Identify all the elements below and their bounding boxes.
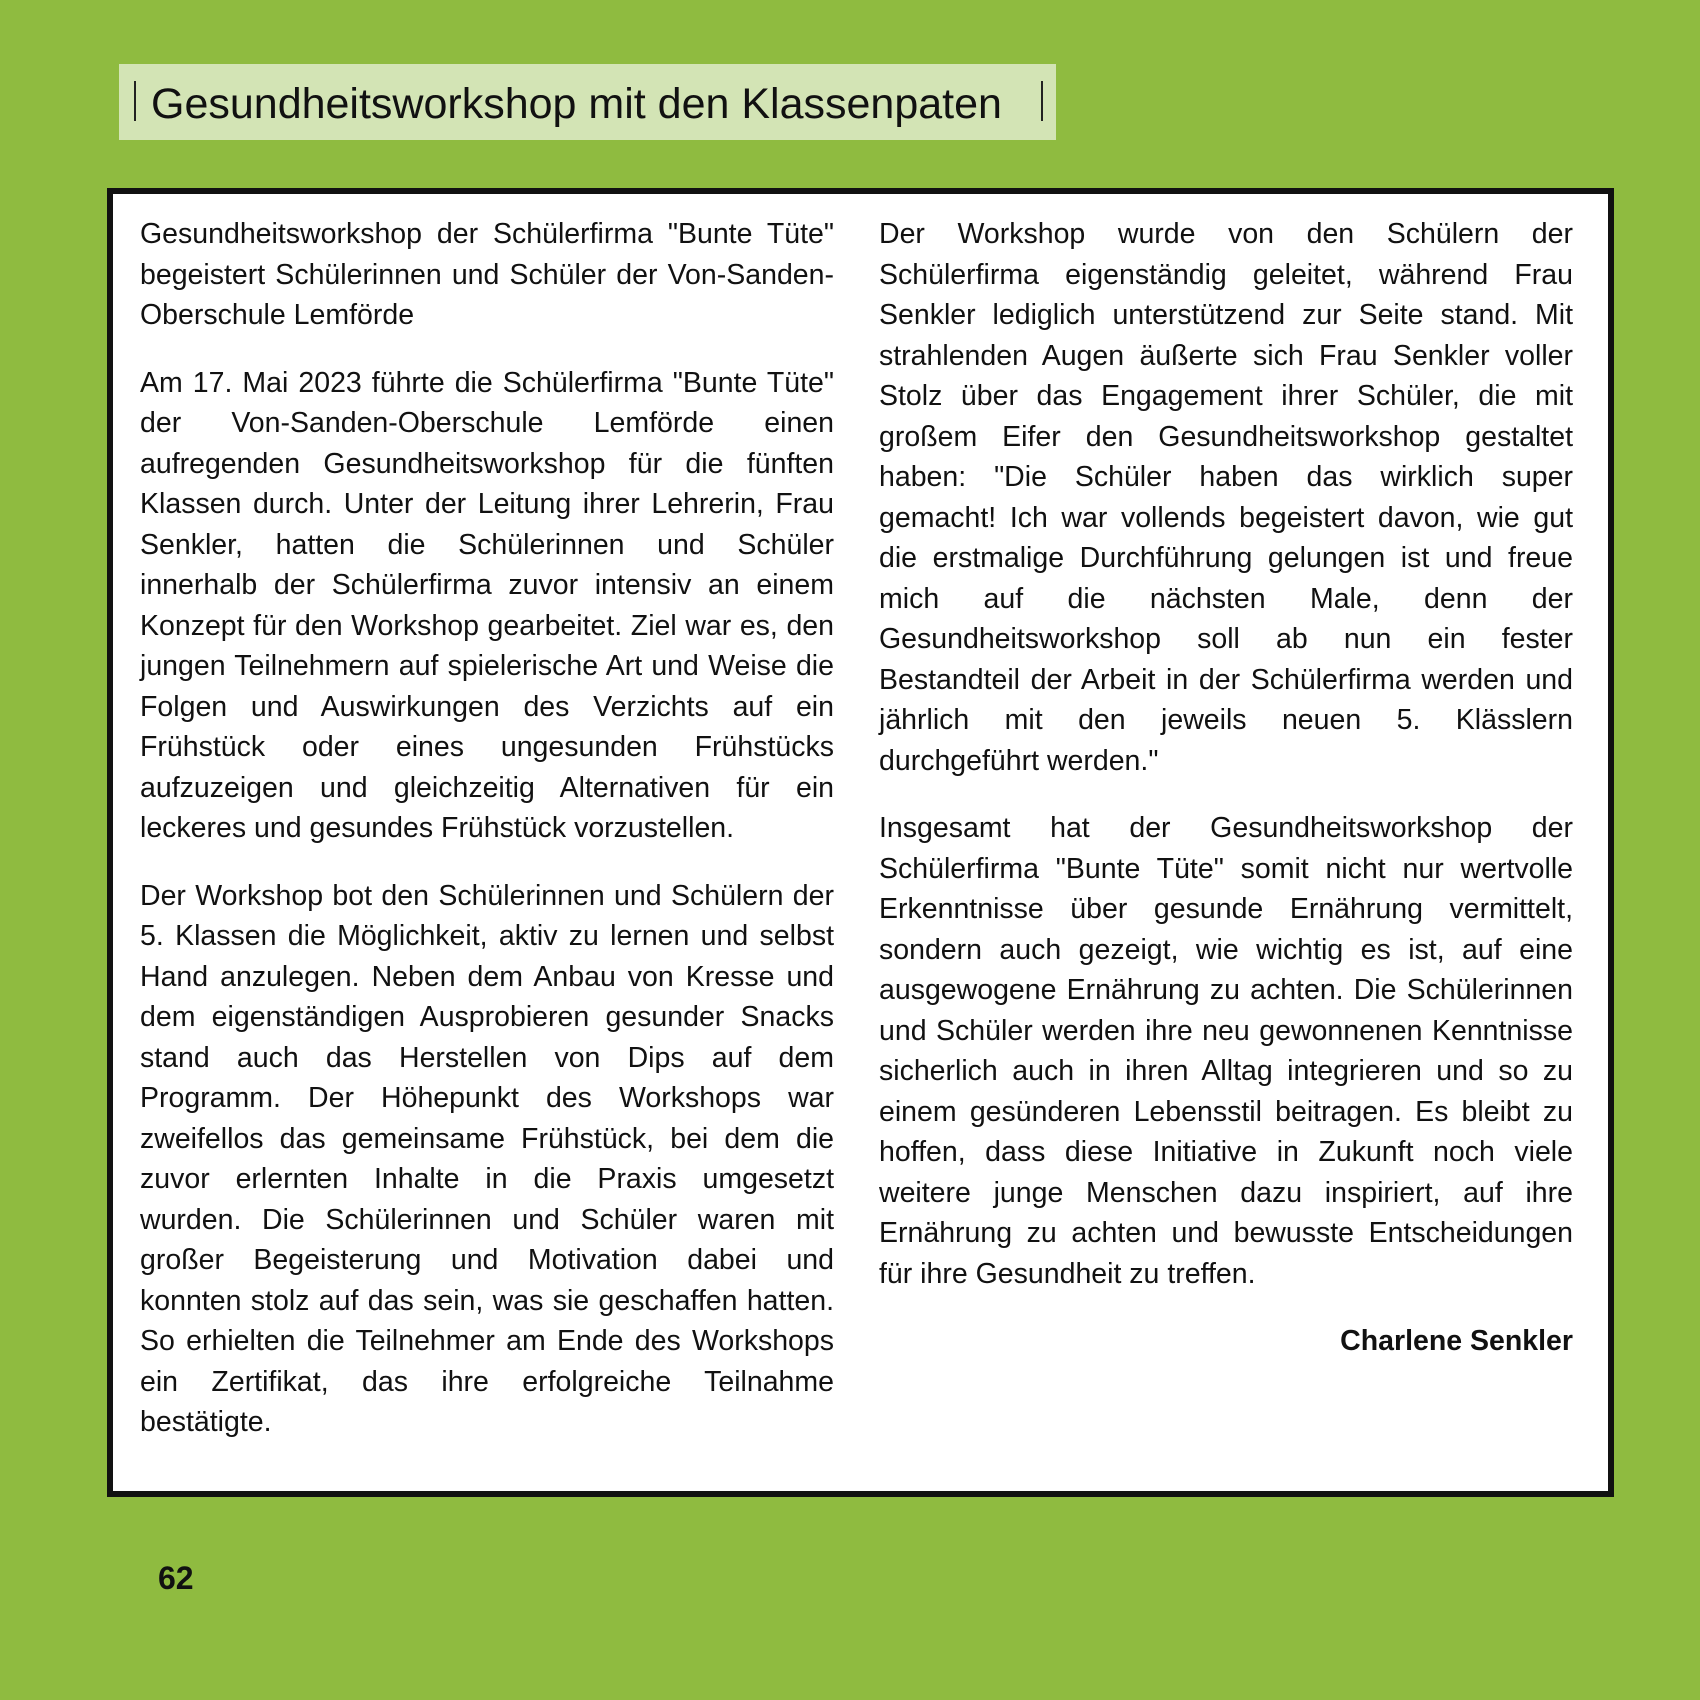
article-paragraph: Der Workshop wurde von den Schülern der Schülerfirma eigenständig geleitet, während Frau Senkler lediglich unterstützend zur Seite stand. Mit strahlenden Augen äußerte sich Frau Senkler voller Stolz über das Engagement ihrer Schüler, die mit großem Eifer den Gesundheitsworkshop gestaltet haben: "Die Schüler haben das wirklich super gemacht! Ich war vollends begeistert davon, wie gut die erstmalige Durchführung gelungen ist und freue mich auf die nächsten Male, denn der Gesundheitsworkshop soll ab nun ein fester Bestandteil der Arbeit in der Schülerfirma werden und jährlich mit den jeweils neuen 5. Klässlern durchgeführt werden." bbox=[879, 218, 1573, 777]
article-paragraph: Der Workshop bot den Schülerinnen und Schülern der 5. Klassen die Möglichkeit, aktiv zu lernen und selbst Hand anzulegen. Neben dem Anbau von Kresse und dem eigenständigen Ausprobieren gesunder Snacks stand auch das Herstellen von Dips auf dem Programm. Der Höhepunkt des Workshops war zweifellos das gemeinsame Frühstück, bei dem die zuvor erlernten Inhalte in die Praxis umgesetzt wurden. Die Schülerinnen und Schüler waren mit großer Begeisterung und Motivation dabei und konnten stolz auf das sein, was sie geschaffen hatten. So erhielten die Teilnehmer am Ende des Workshops ein Zertifikat, das ihre erfolgreiche Teilnahme bestätigte. bbox=[140, 879, 834, 1438]
page-number: 62 bbox=[158, 1560, 194, 1596]
article-box bbox=[107, 188, 1614, 1497]
title-banner bbox=[119, 64, 1056, 140]
article-author: Charlene Senkler bbox=[1340, 1325, 1573, 1357]
article-paragraph: Insgesamt hat der Gesundheitsworkshop der Schülerfirma "Bunte Tüte" somit nicht nur wertvolle Erkenntnisse über gesunde Ernährung vermittelt, sondern auch gezeigt, wie wichtig es ist, auf eine ausgewogene Ernährung zu achten. Die Schülerinnen und Schüler werden ihre neu gewonnenen Kenntnisse sicherlich auch in ihren Alltag integrieren und so zu einem gesünderen Lebensstil beitragen. Es bleibt zu hoffen, dass diese Initiative in Zukunft noch viele weitere junge Menschen dazu inspiriert, auf ihre Ernährung zu achten und bewusste Entscheidungen für ihre Gesundheit zu treffen. bbox=[879, 812, 1573, 1290]
title-right-rule bbox=[1041, 81, 1043, 121]
article-left-column bbox=[140, 214, 834, 1470]
article-paragraph: Am 17. Mai 2023 führte die Schülerfirma "Bunte Tüte" der Von-Sanden-Oberschule Lemförde einen aufregenden Gesundheitsworkshop für die fünften Klassen durch. Unter der Leitung ihrer Lehrerin, Frau Senkler, hatten die Schülerinnen und Schüler innerhalb der Schülerfirma zuvor intensiv an einem Konzept für den Workshop gearbeitet. Ziel war es, den jungen Teilnehmern auf spielerische Art und Weise die Folgen und Auswirkungen des Verzichts auf ein Frühstück oder eines ungesunden Frühstücks aufzuzeigen und gleichzeitig Alternativen für ein leckeres und gesundes Frühstück vorzustellen. bbox=[140, 366, 834, 844]
title-left-rule bbox=[134, 81, 136, 121]
page-title: Gesundheitsworkshop mit den Klassenpaten bbox=[151, 80, 1002, 128]
article-right-column bbox=[879, 214, 1573, 1389]
article-subheading: Gesundheitsworkshop der Schülerfirma "Bunte Tüte" begeistert Schülerinnen und Schüler der Von-Sanden-Oberschule Lemförde bbox=[140, 218, 834, 331]
